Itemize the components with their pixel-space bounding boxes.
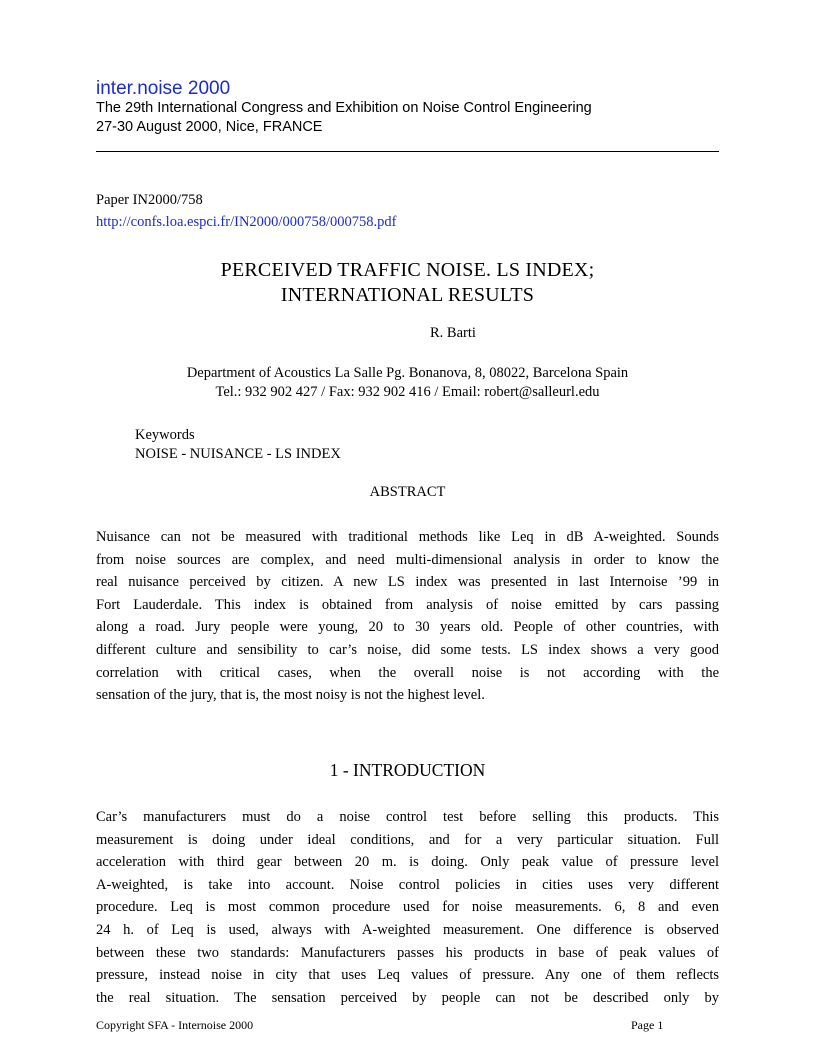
- abstract-line: real nuisance perceived by citizen. A new LS index was presented in last Internoise ’99 in: [96, 574, 719, 591]
- keywords-label: Keywords: [135, 427, 195, 443]
- abstract-line: Nuisance can not be measured with traditional methods like Leq in dB A-weighted. Sounds: [96, 529, 719, 545]
- abstract-line: along a road. Jury people were young, 20 to 30 years old. People of other countries, with: [96, 619, 719, 636]
- abstract-body: [96, 526, 719, 707]
- introduction-line: pressure, instead noise in city that uses Leq values of pressure. Any one of them reflects: [96, 967, 719, 984]
- introduction-line: the real situation. The sensation perceived by people can not be described only by: [96, 989, 719, 1006]
- affiliation-line2: Tel.: 932 902 427 / Fax: 932 902 416 / Email: robert@salleurl.edu: [215, 384, 600, 400]
- introduction-body: [96, 806, 719, 1009]
- conference-dates-location: 27-30 August 2000, Nice, FRANCE: [96, 119, 323, 135]
- introduction-line: Car’s manufacturers must do a noise control test before selling this products. This: [96, 809, 719, 825]
- footer-copyright: Copyright SFA - Internoise 2000: [96, 1018, 254, 1032]
- abstract-line: correlation with critical cases, when the overall noise is not according with the: [96, 664, 719, 681]
- abstract-line: Fort Lauderdale. This index is obtained from analysis of noise emitted by cars passing: [96, 596, 719, 613]
- introduction-line: measurement is doing under ideal conditions, and for a very particular situation. Full: [96, 831, 719, 848]
- introduction-line: 24 h. of Leq is used, always with A-weighted measurement. One difference is observed: [96, 921, 719, 938]
- abstract-heading: ABSTRACT: [369, 484, 446, 500]
- introduction-line: A-weighted, is take into account. Noise control policies in cities uses very different: [96, 876, 719, 893]
- introduction-line: acceleration with third gear between 20 m. is doing. Only peak value of pressure level: [96, 854, 719, 871]
- conference-name: inter.noise 2000: [96, 78, 231, 99]
- paper-author: R. Barti: [430, 325, 476, 341]
- paper-title-line2: INTERNATIONAL RESULTS: [280, 284, 535, 306]
- introduction-line: procedure. Leq is most common procedure used for noise measurements. 6, 8 and even: [96, 899, 719, 916]
- abstract-line: from noise sources are complex, and need multi-dimensional analysis in order to know the: [96, 551, 719, 568]
- introduction-line: between these two standards: Manufacturers passes his products in base of peak values of: [96, 944, 719, 961]
- affiliation-line1: Department of Acoustics La Salle Pg. Bonanova, 8, 08022, Barcelona Spain: [186, 365, 629, 381]
- introduction-heading: 1 - INTRODUCTION: [329, 760, 486, 780]
- header-divider: [96, 151, 719, 152]
- keywords-text: NOISE - NUISANCE - LS INDEX: [135, 446, 341, 462]
- abstract-line: sensation of the jury, that is, the most noisy is not the highest level.: [96, 687, 485, 704]
- footer-page-number: Page 1: [631, 1018, 664, 1032]
- paper-url-link[interactable]: http://confs.loa.espci.fr/IN2000/000758/000758.pdf: [96, 214, 397, 230]
- conference-full-title: The 29th International Congress and Exhibition on Noise Control Engineering: [96, 100, 592, 116]
- paper-title-line1: PERCEIVED TRAFFIC NOISE. LS INDEX;: [220, 259, 595, 281]
- paper-id: Paper IN2000/758: [96, 192, 203, 208]
- abstract-line: different culture and sensibility to car’s noise, did some tests. LS index shows a very good: [96, 641, 719, 658]
